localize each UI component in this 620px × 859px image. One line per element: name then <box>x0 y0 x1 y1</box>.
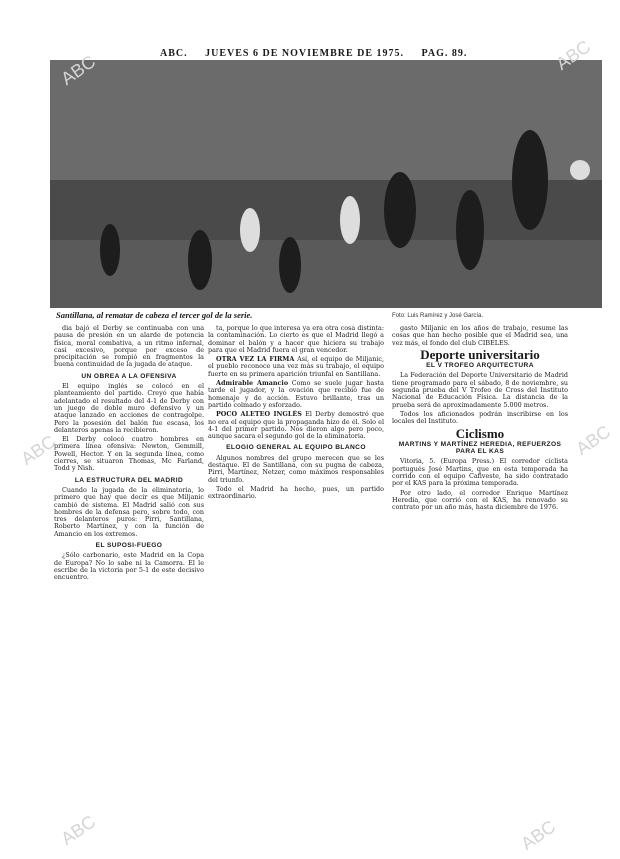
lead-in: Admirable Amancio <box>216 379 289 388</box>
paragraph <box>208 380 384 409</box>
paragraph: Todos los aficionados podrán inscribirse en los locales del Instituto. <box>392 409 568 426</box>
watermark: ABC <box>57 811 100 849</box>
paragraph: ¿Sólo carbonario, este Madrid en la Copa de Europa? No lo sabe ni la Camorra. El le escribe de la victoria por 5-1 de este decisivo encuentro. <box>54 551 204 582</box>
photo-caption: Santillana, al rematar de cabeza el tercer gol de la serie. <box>56 310 253 320</box>
page-header <box>160 48 560 59</box>
watermark: ABC <box>517 816 560 854</box>
paragraph: El Derby colocó cuatro hombres en primera línea ofensiva: Newton, Gemmill, Powell, Hector. Y en la segunda línea, como cierres, se situaron Thomas, Mc Farland, Todd y Nish. <box>54 435 204 473</box>
paragraph: gasto Miljanic en los años de trabajo, resume las cosas que han hecho posible que el Madrid sea, una vez más, el fondo del club CIBELES. <box>392 324 568 347</box>
match-photo <box>50 60 602 308</box>
paragraph-text: Así, el equipo de Miljanic, el pueblo reconoce una vez más su trabajo, el equipo fuerte en su primera aparición triunfal en Santillana. <box>208 355 384 378</box>
subheading: LA ESTRUCTURA DEL MADRID <box>74 476 184 484</box>
paragraph: La Federación del Deporte Universitario de Madrid tiene programado para el sábado, 8 de noviembre, su segunda prueba del V Trofeo de Cross del Instituto Nacional de Educación Física. La distancia de la prueba será de aproximadamente 5.000 metros. <box>392 371 568 409</box>
subheading: EL V TROFEO ARQUITECTURA <box>426 362 534 370</box>
paragraph: ta, porque lo que interesa ya era otra cosa distinta: la contaminación. Lo cierto es que el Madrid llegó a dominar el balón y a hacer que hiciera su trabajo para que el Madrid fuera el gran vencedor. <box>208 324 384 354</box>
subheading: UN OBREA A LA OFENSIVA <box>81 372 177 380</box>
paragraph: dia bajó el Derby se continuaba con una pausa de presión en un alarde de potencia física, moral combativa, a un ritmo infernal, casi excesivo, porque por exceso de precipitación se rompió en fragmentos la buena continuidad de la jugada de ataque. <box>54 324 204 369</box>
paragraph <box>208 411 384 440</box>
paragraph: Todo el Madrid ha hecho, pues, un partido extraordinario. <box>208 484 384 501</box>
page-number: PAG. 89. <box>421 48 468 59</box>
watermark: ABC <box>552 36 595 74</box>
paper-name: ABC. <box>160 48 188 59</box>
lead-in: POCO ALETEO INGLÉS <box>216 410 302 419</box>
paragraph <box>208 356 384 378</box>
paragraph-text: El Derby demostró que no era el equipo que la propaganda hizo de él. Solo el 4-1 del primer partido. Nos dieron algo pero poco, aunque sacara el segundo gol de la eliminatoria. <box>208 410 384 441</box>
section-title: Deporte universitario <box>420 346 540 362</box>
paragraph: Por otro lado, el corredor Enrique Martínez Heredia, que corrió con el KAS, ha renovado su contrato por un año más, hasta diciembre de 1976. <box>392 488 568 512</box>
watermark: ABC <box>17 431 60 469</box>
watermark: ABC <box>572 421 615 459</box>
paragraph: El equipo inglés se colocó en el planteamiento del partido. Creyó que había adelantado el resultado del 4-1 de Derby con un juego de doble muro defensivo y un ataque lanzado en acciones de contragolpe. Pero la posesión del balón fue escasa, los delanteros apenas la recibieron. <box>54 382 204 434</box>
column-3 <box>392 325 568 514</box>
issue-date: JUEVES 6 DE NOVIEMBRE DE 1975. <box>205 48 405 59</box>
subheading: EL SUPOSI-FUEGO <box>95 542 163 550</box>
paragraph-text: Como se suele jugar hasta tarde el jugador, y la ovación que recibió fue de homenaje y de acción. Estuvo brillante, tras un partido colmado y esforzado. <box>208 379 384 409</box>
watermark: ABC <box>57 51 100 89</box>
subheading: ELOGIO GENERAL AL EQUIPO BLANCO <box>226 444 366 452</box>
column-2 <box>208 325 384 503</box>
paragraph: Vitoria, 5. (Europa Press.) El corredor ciclista portugués José Martins, que en esta temporada ha corrido con el equipo Cafiveste, ha sido contratado por el KAS para la próxima temporada. <box>392 457 568 488</box>
section-title: Ciclismo <box>455 425 505 441</box>
photo-credit: Foto: Luis Ramírez y José García. <box>392 313 484 319</box>
paragraph: Cuando la jugada de la eliminatoria, lo primero que hay que decir es que Miljanic cambió de sistema. El Madrid salió con sus hombres de la defensa pero, sobre todo, con tres delanteros puros: Pirri, Santillana, Roberto Martínez, y con la función de Amancio en los extremos. <box>54 485 204 538</box>
paragraph: Algunos nombres del grupo merecen que se les destaque. El de Santillana, con su pugna de cabeza, Pirri, Martínez, Netzer, como máximos responsables del triunfo. <box>208 453 384 484</box>
subheading: MARTINS Y MARTÍNEZ HEREDIA, REFUERZOS PARA EL KAS <box>398 440 562 456</box>
lead-in: OTRA VEZ LA FIRMA <box>216 355 295 364</box>
column-1 <box>54 325 204 584</box>
